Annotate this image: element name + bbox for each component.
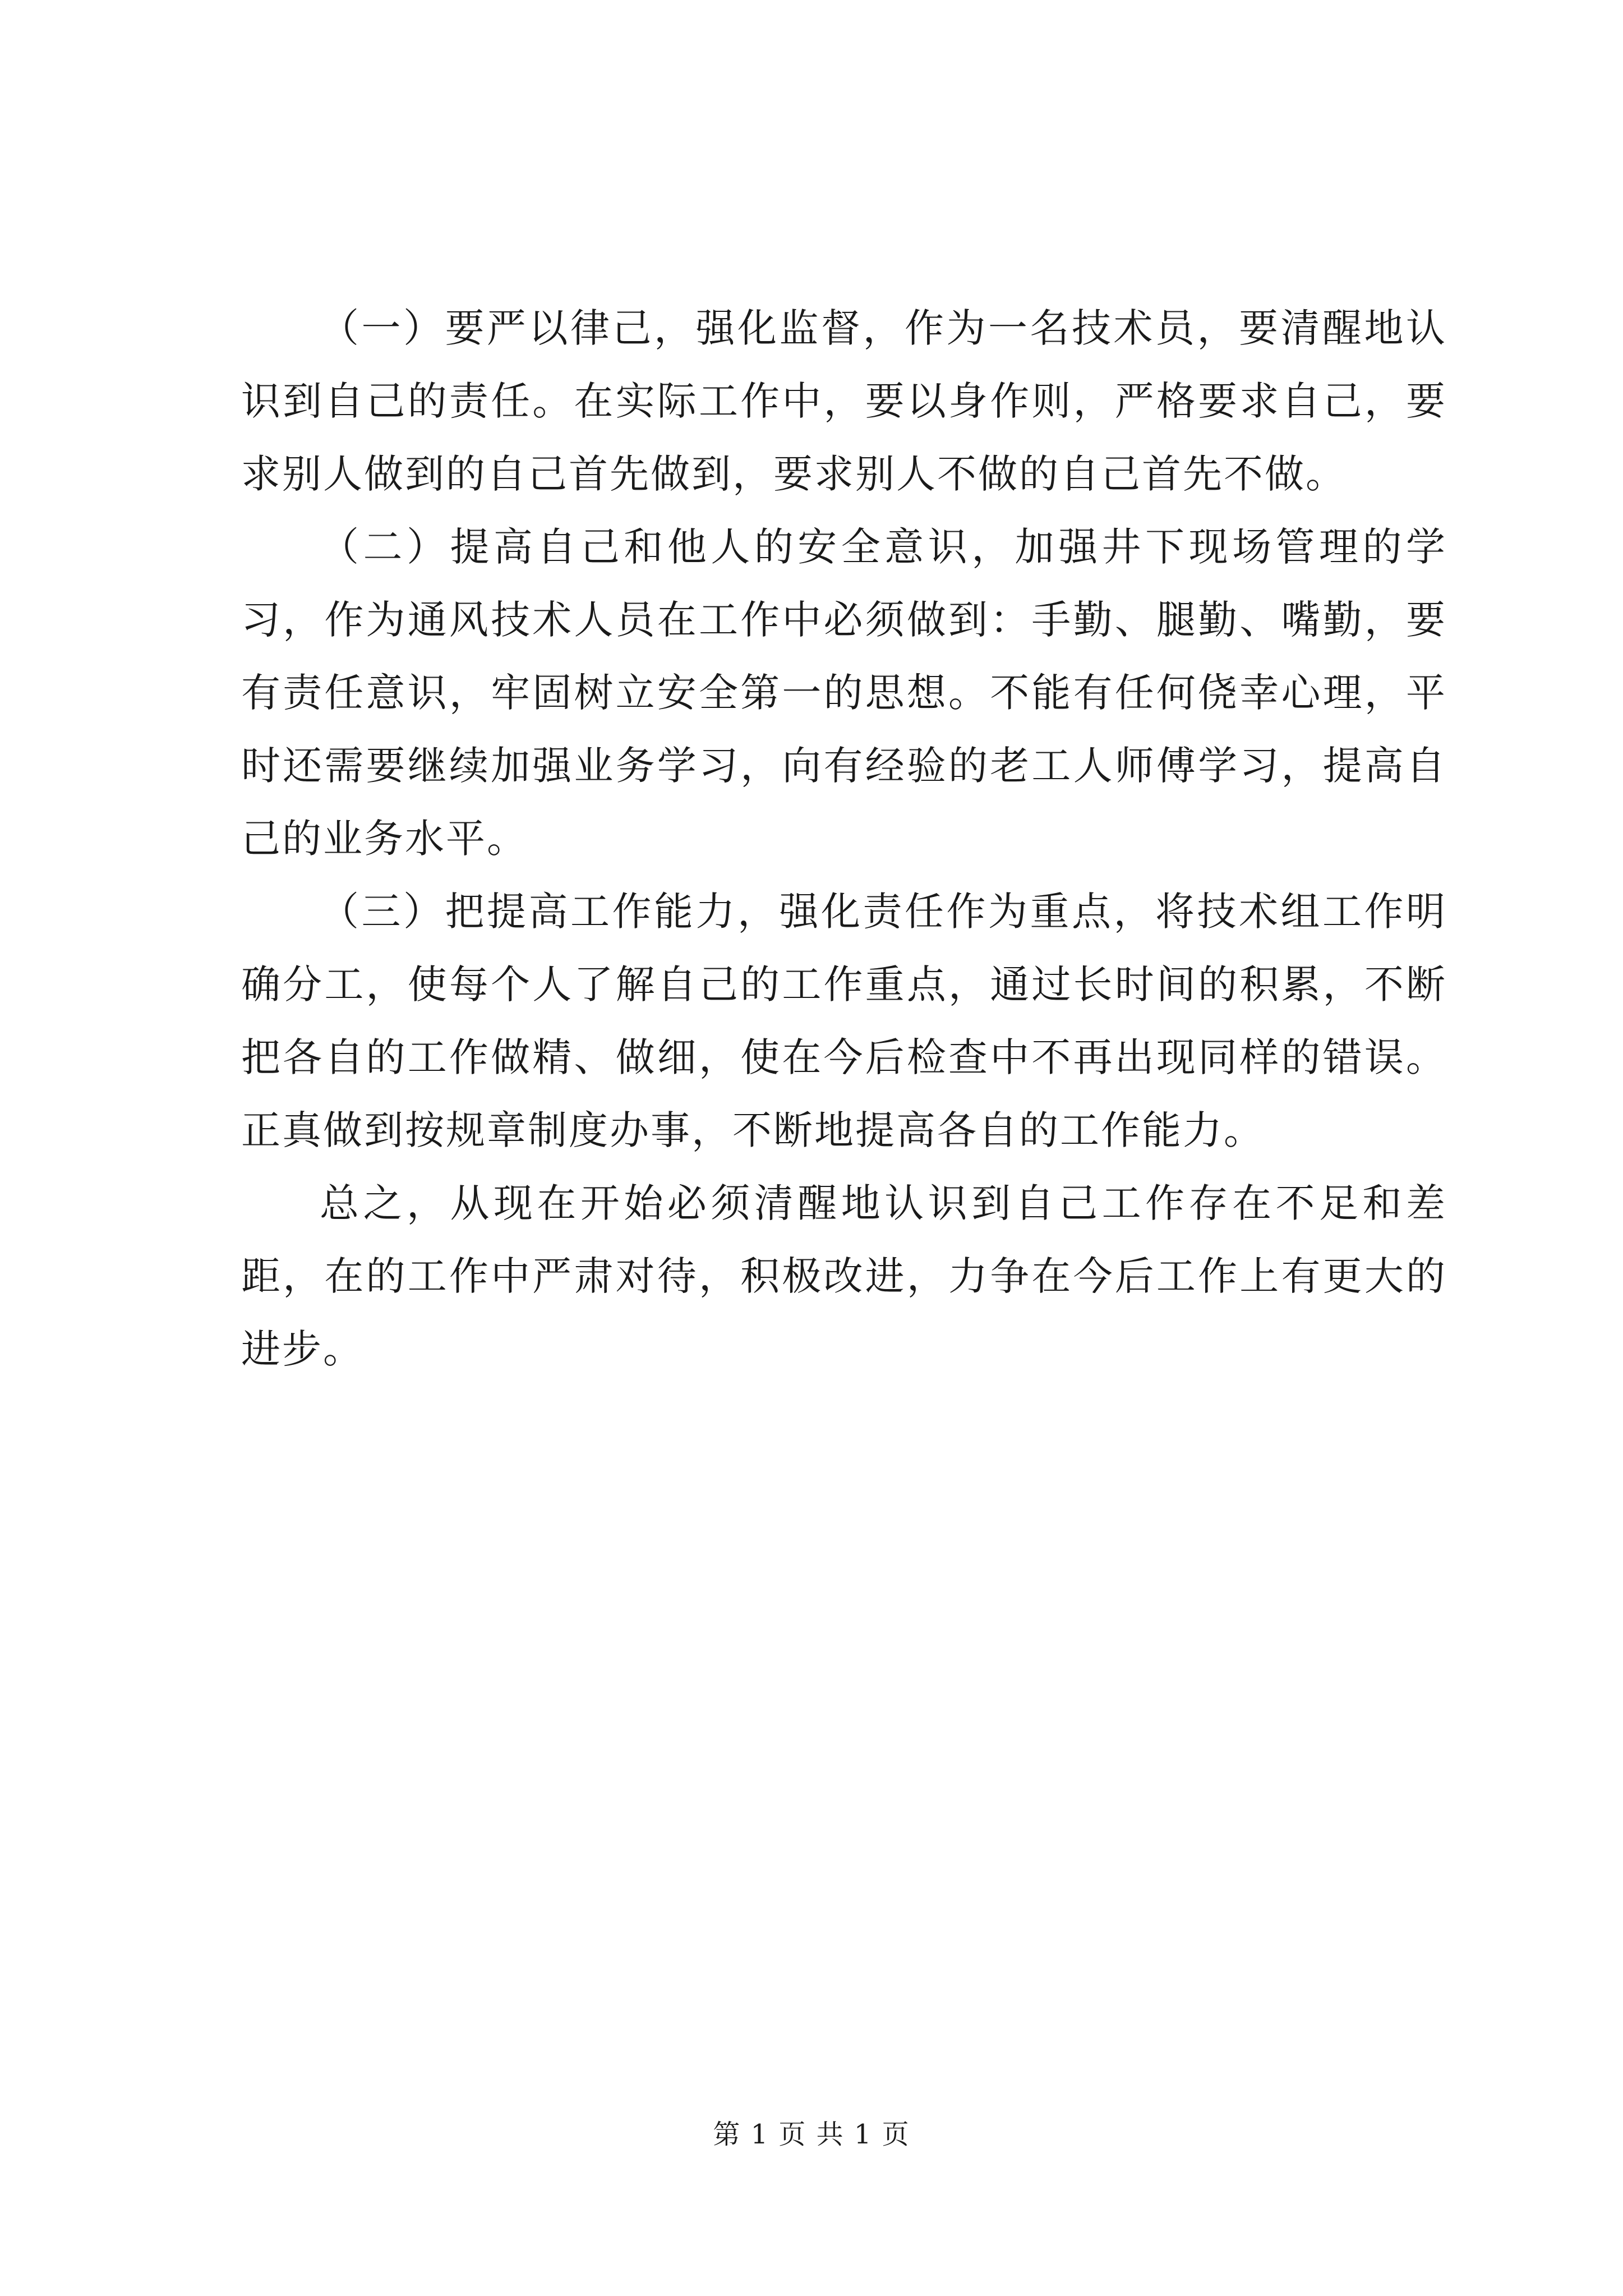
paragraph-2: （二）提高自己和他人的安全意识，加强井下现场管理的学习，作为通风技术人员在工作中必须做到：手勤、腿勤、嘴勤，要有责任意识，牢固树立安全第一的思想。不能有任何侥幸心理，平时还需要继续加强业务学习，向有经验的老工人师傅学习，提高自己的业务水平。: [241, 524, 1447, 862]
page-footer: 第 1 页 共 1 页: [713, 2119, 910, 2150]
paragraph-4: 总之，从现在开始必须清醒地认识到自己工作存在不足和差距，在的工作中严肃对待，积极改进，力争在今后工作上有更大的进步。: [241, 1180, 1447, 1372]
paragraph-1: （一）要严以律己，强化监督，作为一名技术员，要清醒地认识到自己的责任。在实际工作中，要以身作则，严格要求自己，要求别人做到的自己首先做到，要求别人不做的自己首先不做。: [241, 305, 1447, 497]
paragraph-3: （三）把提高工作能力，强化责任作为重点，将技术组工作明确分工，使每个人了解自己的工作重点，通过长时间的积累，不断把各自的工作做精、做细，使在今后检查中不再出现同样的错误。正真做到按规章制度办事，不断地提高各自的工作能力。: [241, 889, 1447, 1153]
document-body: [241, 292, 1447, 1386]
